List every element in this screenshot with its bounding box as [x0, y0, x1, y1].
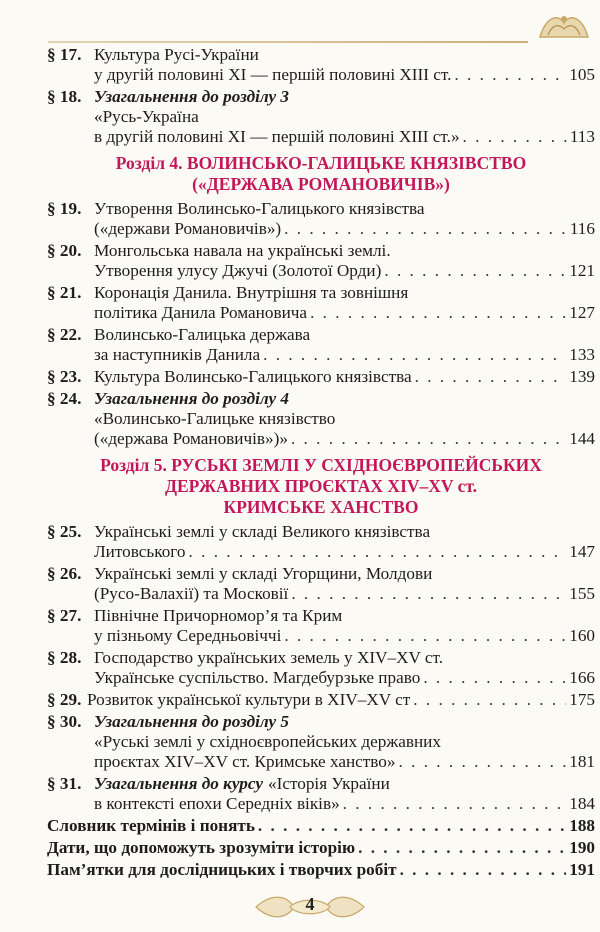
paragraph-number: § 23. — [47, 367, 82, 386]
toc-entry-line-text: Українські землі у складі Угорщини, Молдови — [94, 564, 433, 583]
toc-entry[interactable] — [47, 647, 595, 689]
paragraph-number: § 22. — [47, 325, 82, 344]
toc-entry-line-text: Дати, що допоможуть зрозуміти історію — [47, 838, 356, 857]
toc-entry-line-text: Культура Русі-України — [94, 45, 259, 64]
dot-leader — [284, 219, 567, 239]
page-ref: 188 — [569, 816, 595, 835]
toc-entry[interactable] — [47, 521, 595, 563]
page-ref: 105 — [569, 65, 595, 84]
toc-entry-line — [47, 838, 595, 858]
toc-entry[interactable] — [47, 563, 595, 605]
toc-entry-line-text: Утворення Волинсько-Галицького князівства — [94, 199, 425, 218]
section-heading-line: Розділ 4. ВОЛИНСЬКО-ГАЛИЦЬКЕ КНЯЗІВСТВО — [115, 153, 527, 173]
toc-entry-line-text: за наступників Данила — [94, 345, 261, 364]
page-ref: 116 — [569, 219, 595, 238]
page-ref: 166 — [569, 668, 595, 687]
page-ref: 144 — [569, 429, 595, 448]
toc-entry-line-text: («держави Романовичів») — [94, 219, 282, 238]
toc-entry-line — [94, 522, 595, 542]
toc-entry-line-text: Українське суспільство. Магдебурзьке право — [94, 668, 421, 687]
toc-entry-text — [47, 367, 595, 387]
toc-entry-line — [94, 564, 595, 584]
toc-entry-line-text: Північне Причорномор’я та Крим — [94, 606, 343, 625]
toc-entry-line-text: «Руські землі у східноєвропейських державних — [94, 732, 441, 751]
dot-leader — [291, 584, 566, 604]
toc-entry[interactable] — [47, 198, 595, 240]
toc-entry-text — [47, 389, 595, 449]
toc-entry-line-text: у другій половині XI — першій половині XIII ст. — [94, 65, 452, 84]
dot-leader — [263, 345, 566, 365]
paragraph-number: § 20. — [47, 241, 82, 260]
toc-entry-line-text: Культура Волинсько-Галицького князівства — [94, 367, 412, 386]
dot-leader — [189, 542, 567, 562]
back-matter-entry[interactable] — [47, 859, 595, 881]
toc-entry-line-text: (Русо-Валахії) та Московії — [94, 584, 289, 603]
toc-entry-text — [47, 241, 595, 281]
dot-leader — [310, 303, 566, 323]
toc-entry-line-text: «Історія України — [268, 774, 390, 793]
section-heading — [47, 153, 595, 198]
page-ref: 155 — [569, 584, 595, 603]
paragraph-number: § 17. — [47, 45, 82, 64]
toc-entry[interactable] — [47, 689, 595, 711]
section-heading-line: («ДЕРЖАВА РОМАНОВИЧІВ») — [192, 174, 450, 194]
dot-leader — [413, 690, 566, 710]
toc-entry-line — [94, 389, 595, 409]
toc-entry[interactable] — [47, 86, 595, 148]
dot-leader — [463, 127, 567, 147]
toc-entry-line-text: у пізньому Середньовіччі — [94, 626, 282, 645]
toc-entry-line — [94, 606, 595, 626]
toc-entry-line — [94, 626, 595, 646]
toc-entry-text — [47, 690, 595, 710]
toc-entry-line — [94, 542, 595, 562]
toc-entry[interactable] — [47, 282, 595, 324]
back-matter-entry[interactable] — [47, 815, 595, 837]
toc-entry-line-text: Литовського — [94, 542, 186, 561]
toc-entry-line-text: Узагальнення до розділу 3 — [94, 87, 290, 106]
toc-entry-line-text: Узагальнення до розділу 5 — [94, 712, 290, 731]
toc-entry-line — [94, 65, 595, 85]
page-ref: 139 — [569, 367, 595, 386]
toc-entry-text — [47, 838, 595, 858]
toc-entry-line-text: «Русь-Україна — [94, 107, 199, 126]
toc-entry-text — [47, 774, 595, 814]
toc-entry[interactable] — [47, 711, 595, 773]
toc-entry[interactable] — [47, 366, 595, 388]
toc-entry-line — [87, 690, 595, 710]
section-heading-line: КРИМСЬКЕ ХАНСТВО — [223, 497, 419, 517]
toc-entry-line — [94, 367, 595, 387]
dot-leader — [343, 794, 567, 814]
toc-entry-line — [94, 219, 595, 239]
paragraph-number: § 27. — [47, 606, 82, 625]
paragraph-number: § 19. — [47, 199, 82, 218]
toc-entry-text — [47, 564, 595, 604]
toc-entry-line-text: («держава Романовичів»)» — [94, 429, 288, 448]
toc-entry-line-text: в другій половині XI — першій половині XIII ст.» — [94, 127, 460, 146]
toc-entry-line — [94, 584, 595, 604]
paragraph-number: § 29. — [47, 690, 82, 709]
toc-entry-text — [47, 199, 595, 239]
table-of-contents — [47, 44, 595, 881]
toc-entry-line — [47, 816, 595, 836]
toc-entry-line — [94, 648, 595, 668]
toc-entry-line — [94, 325, 595, 345]
toc-entry[interactable] — [47, 44, 595, 86]
toc-entry[interactable] — [47, 605, 595, 647]
toc-entry-line — [94, 712, 595, 732]
paragraph-number: § 28. — [47, 648, 82, 667]
toc-entry-line — [94, 303, 595, 323]
toc-entry-line — [94, 429, 595, 449]
toc-entry-line-text: Пам’ятки для дослідницьких і творчих робіт — [47, 860, 397, 879]
page-ref: 147 — [569, 542, 595, 561]
toc-entry-line — [94, 409, 595, 429]
toc-entry-line-text: Монгольська навала на українські землі. — [94, 241, 391, 260]
paragraph-number: § 21. — [47, 283, 82, 302]
page-number: 4 — [305, 894, 315, 914]
back-matter-entry[interactable] — [47, 837, 595, 859]
page-ref: 191 — [569, 860, 595, 879]
toc-entry-line-text: Господарство українських земель у XIV–XV ст. — [94, 648, 444, 667]
toc-entry-text — [47, 648, 595, 688]
toc-entry-line — [94, 45, 595, 65]
paragraph-number: § 25. — [47, 522, 82, 541]
section-heading-line: Розділ 5. РУСЬКІ ЗЕМЛІ У СХІДНОЄВРОПЕЙСЬКИХ — [100, 455, 542, 475]
corner-ornament-icon — [536, 7, 592, 43]
toc-entry-text — [47, 606, 595, 646]
section-heading-line: ДЕРЖАВНИХ ПРОЄКТАХ XIV–XV ст. — [164, 476, 478, 496]
toc-entry-text — [47, 712, 595, 772]
dot-leader — [384, 261, 566, 281]
toc-entry-line — [94, 127, 595, 147]
dot-leader — [399, 752, 567, 772]
page-ref: 181 — [569, 752, 595, 771]
toc-entry-line — [94, 107, 595, 127]
toc-entry[interactable] — [47, 324, 595, 366]
dot-leader — [291, 429, 566, 449]
toc-entry-line — [94, 732, 595, 752]
toc-entry-line-text: політика Данила Романовича — [94, 303, 308, 322]
toc-entry-line — [94, 283, 595, 303]
page-ref: 160 — [569, 626, 595, 645]
toc-entry-line-text: Коронація Данила. Внутрішня та зовнішня — [94, 283, 409, 302]
paragraph-number: § 26. — [47, 564, 82, 583]
toc-entry-line-text: Волинсько-Галицька держава — [94, 325, 311, 344]
toc-entry-text — [47, 45, 595, 85]
page-ref: 190 — [569, 838, 595, 857]
toc-entry-line-text: Розвиток української культури в XIV–XV ст — [87, 690, 411, 709]
dot-leader — [284, 626, 566, 646]
dot-leader — [400, 860, 567, 880]
toc-entry-line-text: Українські землі у складі Великого князівства — [94, 522, 431, 541]
toc-entry[interactable] — [47, 773, 595, 815]
toc-entry-line — [94, 345, 595, 365]
toc-entry-line-text: Утворення улусу Джучі (Золотої Орди) — [94, 261, 382, 280]
toc-entry-line — [94, 261, 595, 281]
toc-entry-line-text: Словник термінів і понять — [47, 816, 255, 835]
toc-entry-line — [94, 241, 595, 261]
page-ref: 184 — [569, 794, 595, 813]
page-ref: 127 — [569, 303, 595, 322]
toc-entry-line — [94, 774, 595, 794]
toc-entry-text — [47, 87, 595, 147]
toc-entry-text — [47, 283, 595, 323]
paragraph-number: § 24. — [47, 389, 82, 408]
toc-entry-line-text: проєктах XIV–XV ст. Кримське ханство» — [94, 752, 396, 771]
page-ref: 175 — [569, 690, 595, 709]
paragraph-number: § 30. — [47, 712, 82, 731]
section-heading — [47, 455, 595, 521]
dot-leader — [358, 838, 566, 858]
toc-entry-line-text: в контексті епохи Середніх віків» — [94, 794, 340, 813]
dot-leader — [454, 65, 566, 85]
toc-entry-line — [94, 668, 595, 688]
toc-entry-line — [94, 794, 595, 814]
page-ref: 121 — [569, 261, 595, 280]
toc-entry-line-text: Узагальнення до курсу — [94, 774, 264, 793]
dot-leader — [415, 367, 567, 387]
toc-entry[interactable] — [47, 240, 595, 282]
header-rule — [48, 41, 528, 43]
toc-entry-line — [94, 87, 595, 107]
page-ref: 133 — [569, 345, 595, 364]
toc-entry-text — [47, 522, 595, 562]
toc-entry-line-text: Узагальнення до розділу 4 — [94, 389, 290, 408]
toc-entry-line — [94, 199, 595, 219]
paragraph-number: § 18. — [47, 87, 82, 106]
dot-leader — [423, 668, 566, 688]
page-ref: 113 — [569, 127, 595, 146]
toc-entry-line — [47, 860, 595, 880]
toc-entry[interactable] — [47, 388, 595, 450]
toc-entry-text — [47, 816, 595, 836]
dot-leader — [258, 816, 566, 836]
toc-entry-text — [47, 325, 595, 365]
paragraph-number: § 31. — [47, 774, 82, 793]
toc-entry-line-text: «Волинсько-Галицьке князівство — [94, 409, 336, 428]
toc-entry-text — [47, 860, 595, 880]
toc-entry-line — [94, 752, 595, 772]
